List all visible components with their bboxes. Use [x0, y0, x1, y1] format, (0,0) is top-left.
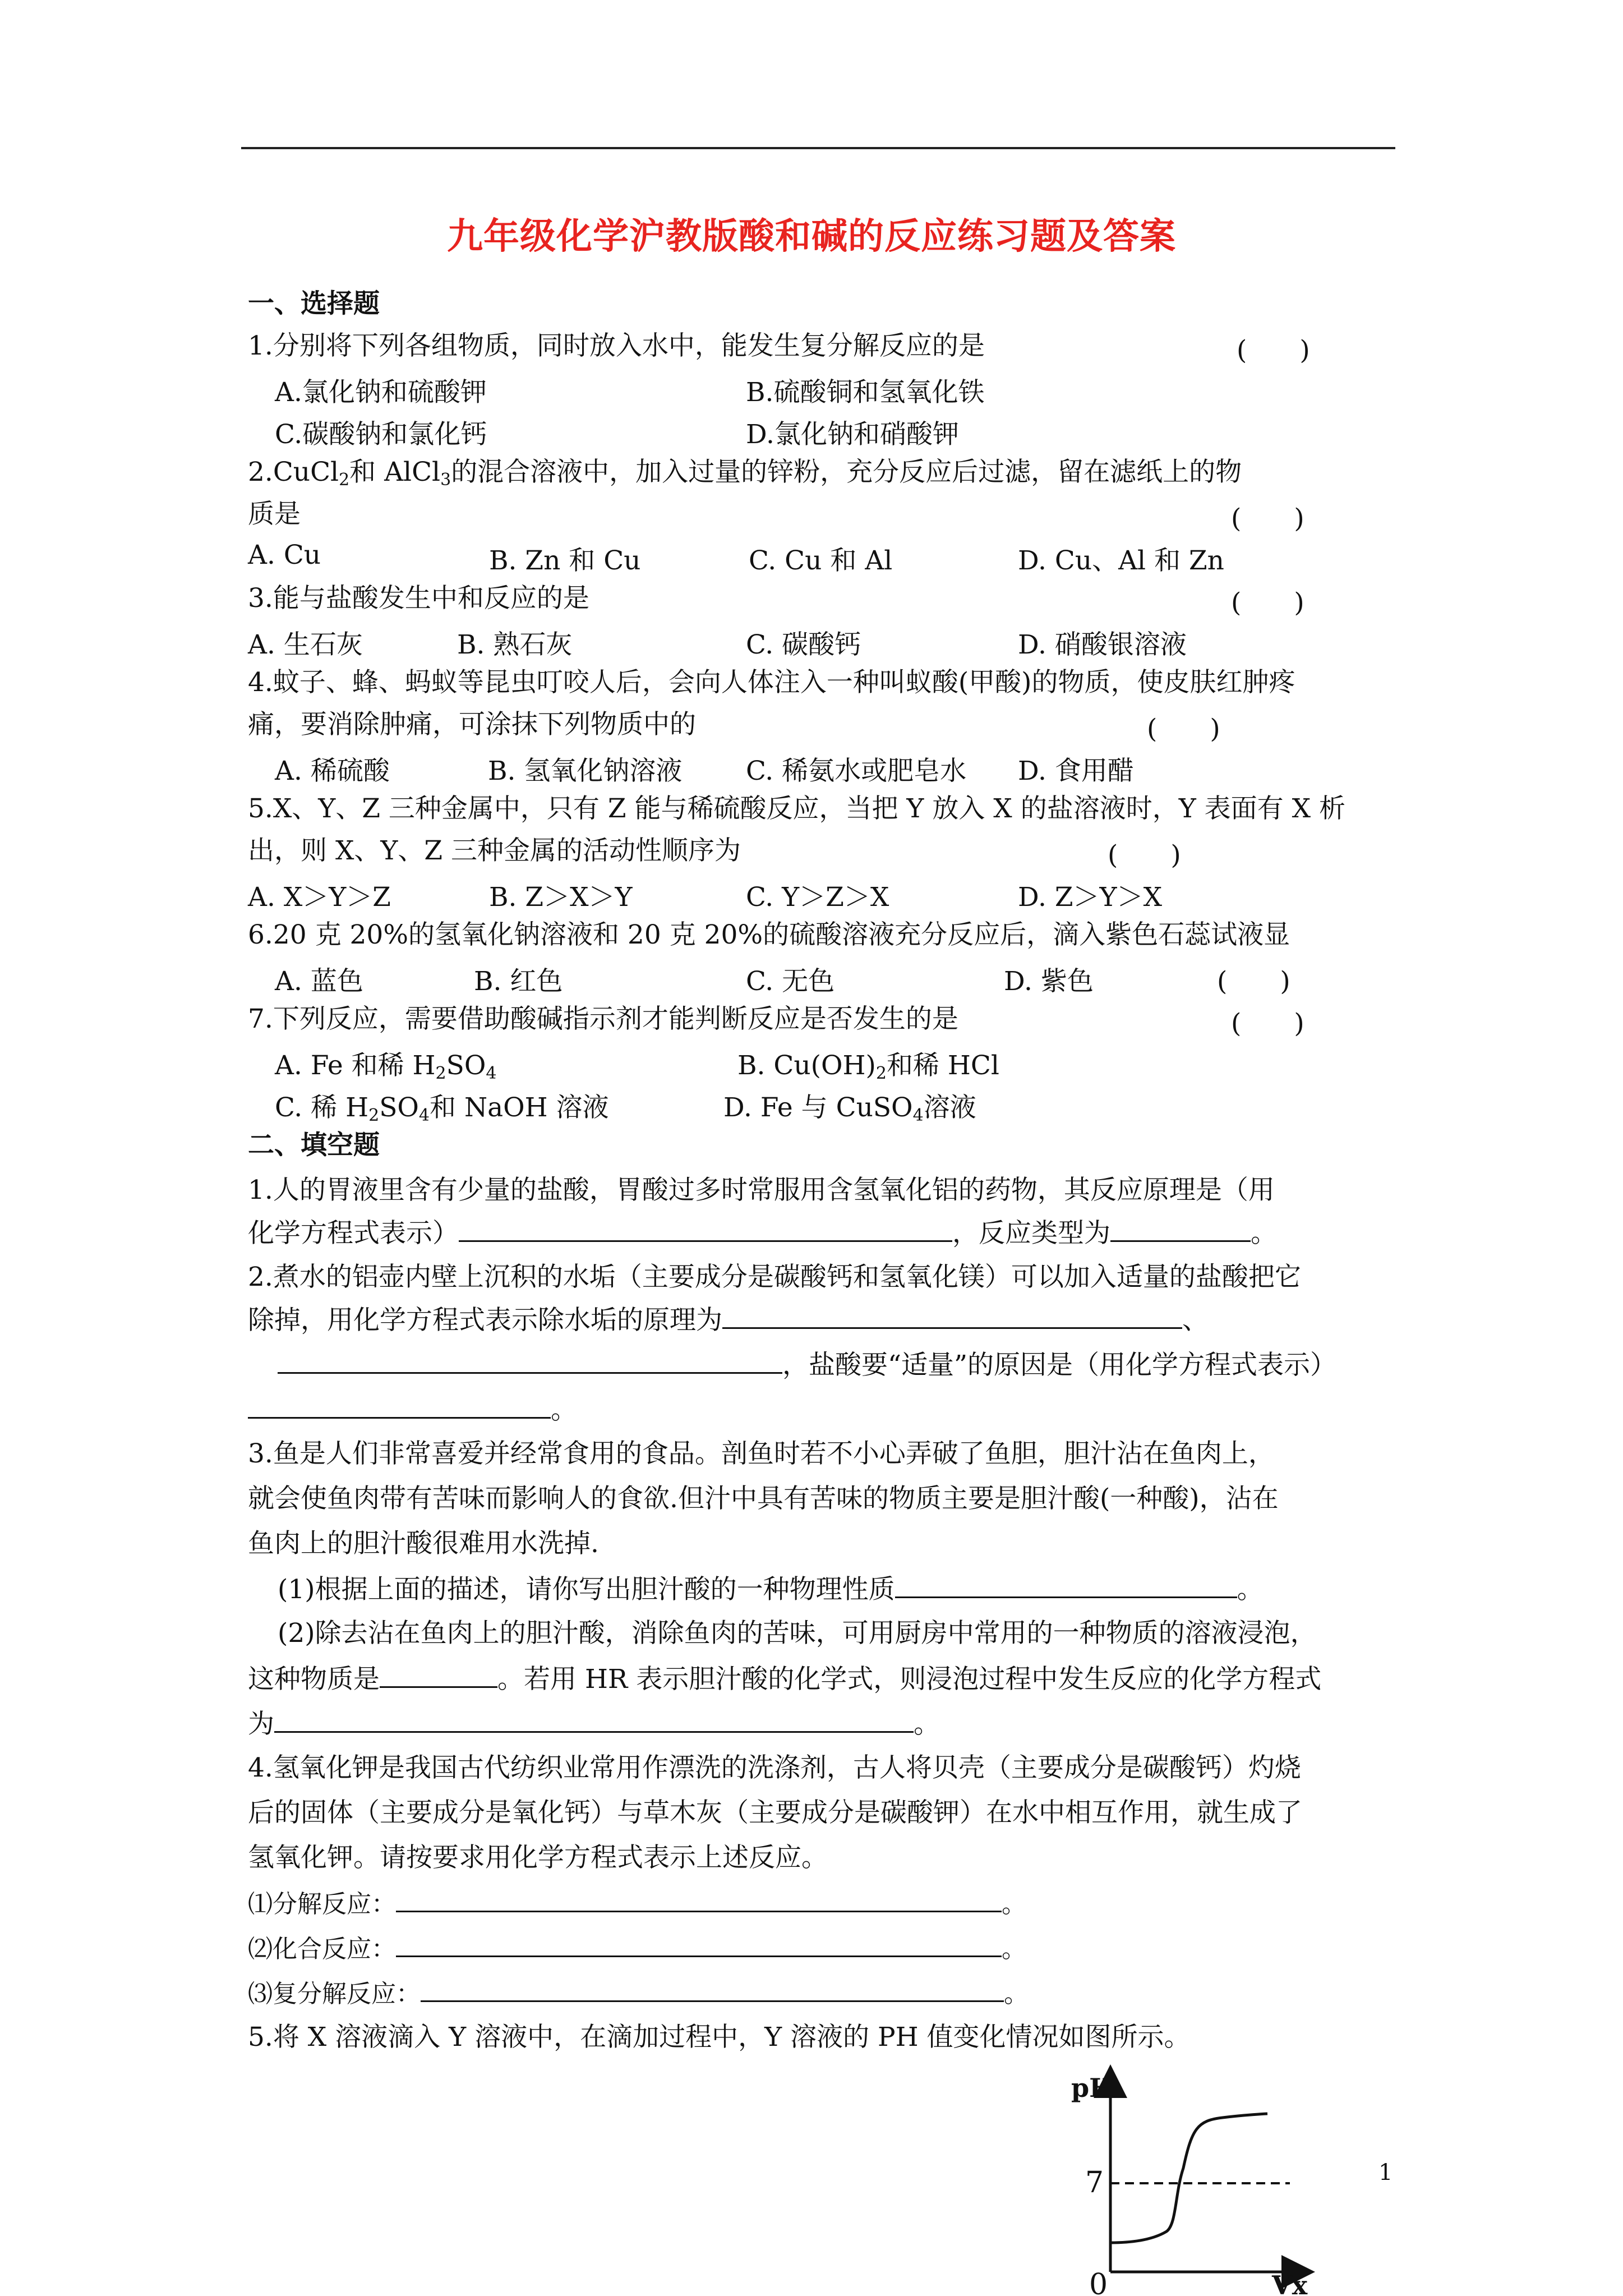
option-d: D. 食用醋: [1018, 756, 1134, 786]
option-d: D. 紫色: [1004, 966, 1094, 997]
option-b: B. $Cu(OH)_2$和稀 HCl: [737, 1050, 999, 1083]
answer-bracket: ( ): [1217, 966, 1290, 997]
answer-blank[interactable]: [421, 1976, 1004, 2002]
answer-blank[interactable]: [278, 1347, 782, 1374]
y-axis-label: pH: [1071, 2073, 1114, 2103]
option-c: C. 稀氨水或肥皂水: [746, 756, 967, 786]
question-1-stem: 1.分别将下列各组物质，同时放入水中，能发生复分解反应的是: [248, 330, 985, 361]
option-b: B. 熟石灰: [457, 629, 573, 660]
answer-blank[interactable]: [248, 1392, 551, 1419]
reference-label: 7: [1085, 2166, 1104, 2200]
option-d: D. Cu、Al 和 Zn: [1018, 545, 1224, 576]
answer-blank[interactable]: [1110, 1216, 1251, 1242]
fill-4-text: 4.氢氧化钾是我国古代纺织业常用作漂洗的洗涤剂，古人将贝壳（主要成分是碳酸钙）灼烧: [248, 1752, 1301, 1783]
question-5-stem-cont: 出，则 X、Y、Z 三种金属的活动性顺序为: [248, 835, 741, 866]
fill-1-text-cont: 化学方程式表示） ，反应类型为 。: [248, 1216, 1277, 1250]
option-a: A. Fe 和稀 $H_2SO_4$: [275, 1050, 497, 1083]
page-title: 九年级化学沪教版酸和碱的反应练习题及答案: [447, 215, 1176, 257]
question-4-stem-cont: 痛，要消除肿痛，可涂抹下列物质中的: [248, 709, 696, 740]
answer-bracket: ( ): [1147, 714, 1220, 744]
question-3-stem: 3.能与盐酸发生中和反应的是: [248, 583, 589, 614]
answer-bracket: ( ): [1237, 335, 1310, 366]
fill-3-text: 3.鱼是人们非常喜爱并经常食用的食品。剖鱼时若不小心弄破了鱼胆，胆汁沾在鱼肉上，: [248, 1438, 1275, 1469]
question-2-stem: 2.CuCl$_2$和 AlCl$_3$的混合溶液中，加入过量的锌粉，充分反应后过滤，留在滤纸上的物: [248, 457, 1242, 490]
option-c: C.碳酸钠和氯化钙: [275, 419, 487, 450]
option-d: D. Z＞Y＞X: [1018, 882, 1163, 913]
fill-3-part-1: (1)根据上面的描述，请你写出胆汁酸的一种物理性质 。: [278, 1572, 1264, 1607]
option-a: A. Cu: [248, 540, 321, 570]
section-heading-fill: 二、填空题: [248, 1130, 380, 1161]
fill-3-text-cont2: 鱼肉上的胆汁酸很难用水洗掉.: [248, 1528, 599, 1559]
fill-4-text-cont2: 氢氧化钾。请按要求用化学方程式表示上述反应。: [248, 1842, 828, 1873]
answer-blank[interactable]: [722, 1303, 1182, 1329]
answer-blank[interactable]: [396, 1931, 1002, 1957]
page-number: 1: [1378, 2160, 1393, 2185]
option-a: A.氯化钠和硫酸钾: [275, 377, 487, 408]
answer-blank[interactable]: [895, 1572, 1237, 1598]
answer-bracket: ( ): [1231, 587, 1304, 618]
fill-3-text-cont: 就会使鱼肉带有苦味而影响人的食欲.但汁中具有苦味的物质主要是胆汁酸(一种酸)，沾在: [248, 1483, 1279, 1514]
fill-4-item-1: ⑴分解反应： 。: [248, 1886, 1026, 1921]
answer-blank[interactable]: [380, 1662, 497, 1688]
answer-blank[interactable]: [396, 1886, 1002, 1912]
option-a: A. 生石灰: [248, 629, 363, 660]
ph-curve: [1110, 2114, 1267, 2243]
option-c: C. Cu 和 Al: [749, 545, 893, 576]
fill-2-text-cont: 除掉，用化学方程式表示除水垢的原理为 、: [248, 1303, 1209, 1337]
option-a: A. 稀硫酸: [275, 756, 390, 786]
fill-3-part-2-cont: 这种物质是 。若用 HR 表示胆汁酸的化学式，则浸泡过程中发生反应的化学方程式: [248, 1662, 1321, 1696]
option-a: A. 蓝色: [275, 966, 363, 997]
option-d: D. 硝酸银溶液: [1018, 629, 1187, 660]
fill-2-text-cont2: ，盐酸要“适量”的原因是（用化学方程式表示）: [278, 1347, 1336, 1382]
option-b: B. 红色: [474, 966, 563, 997]
question-6-stem: 6.20 克 20%的氢氧化钠溶液和 20 克 20%的硫酸溶液充分反应后，滴入紫色石蕊试液显: [248, 919, 1290, 950]
option-c: C. 无色: [746, 966, 835, 997]
answer-blank[interactable]: [459, 1216, 952, 1242]
x-axis-label: Vx: [1272, 2270, 1308, 2296]
answer-blank[interactable]: [274, 1706, 914, 1733]
ph-curve-chart: [1054, 2064, 1318, 2296]
fill-2-text: 2.煮水的铝壶内壁上沉积的水垢（主要成分是碳酸钙和氢氧化镁）可以加入适量的盐酸把它: [248, 1262, 1301, 1292]
answer-bracket: ( ): [1231, 503, 1304, 534]
question-4-stem: 4.蚊子、蜂、蚂蚁等昆虫叮咬人后，会向人体注入一种叫蚁酸(甲酸)的物质，使皮肤红肿疼: [248, 667, 1295, 698]
origin-label: 0: [1089, 2268, 1108, 2296]
fill-3-part-2: (2)除去沾在鱼肉上的胆汁酸，消除鱼肉的苦味，可用厨房中常用的一种物质的溶液浸泡，: [278, 1618, 1317, 1649]
fill-1-text: 1.人的胃液里含有少量的盐酸，胃酸过多时常服用含氢氧化铝的药物，其反应原理是（用: [248, 1175, 1275, 1205]
answer-bracket: ( ): [1108, 840, 1181, 871]
option-b: B. 氢氧化钠溶液: [488, 756, 683, 786]
option-a: A. X＞Y＞Z: [248, 882, 391, 913]
question-2-stem-cont: 质是: [248, 499, 301, 530]
option-c: C. 稀 $H_2SO_4$和 NaOH 溶液: [275, 1092, 609, 1125]
fill-5-text: 5.将 X 溶液滴入 Y 溶液中，在滴加过程中，Y 溶液的 PH 值变化情况如图所示。: [248, 2022, 1191, 2053]
option-c: C. 碳酸钙: [746, 629, 861, 660]
section-heading-choice: 一、选择题: [248, 288, 380, 319]
question-5-stem: 5.X、Y、Z 三种金属中，只有 Z 能与稀硫酸反应，当把 Y 放入 X 的盐溶液时，Y 表面有 X 析: [248, 793, 1346, 824]
fill-2-text-end: 。: [248, 1392, 577, 1427]
option-c: C. Y＞Z＞X: [746, 882, 889, 913]
option-d: D. Fe 与 CuSO$_4$溶液: [723, 1092, 976, 1125]
option-d: D.氯化钠和硝酸钾: [746, 419, 959, 450]
fill-4-item-2: ⑵化合反应： 。: [248, 1931, 1026, 1966]
fill-4-item-3: ⑶复分解反应： 。: [248, 1976, 1029, 2011]
fill-4-text-cont: 后的固体（主要成分是氧化钙）与草木灰（主要成分是碳酸钾）在水中相互作用，就生成了: [248, 1797, 1302, 1828]
question-7-stem: 7.下列反应，需要借助酸碱指示剂才能判断反应是否发生的是: [248, 1004, 958, 1034]
option-b: B.硫酸铜和氢氧化铁: [746, 377, 985, 408]
fill-3-part-2-end: 为 。: [248, 1706, 940, 1741]
option-b: B. Z＞X＞Y: [489, 882, 633, 913]
header-rule: [241, 147, 1395, 149]
answer-bracket: ( ): [1231, 1008, 1304, 1039]
option-b: B. Zn 和 Cu: [489, 545, 641, 576]
